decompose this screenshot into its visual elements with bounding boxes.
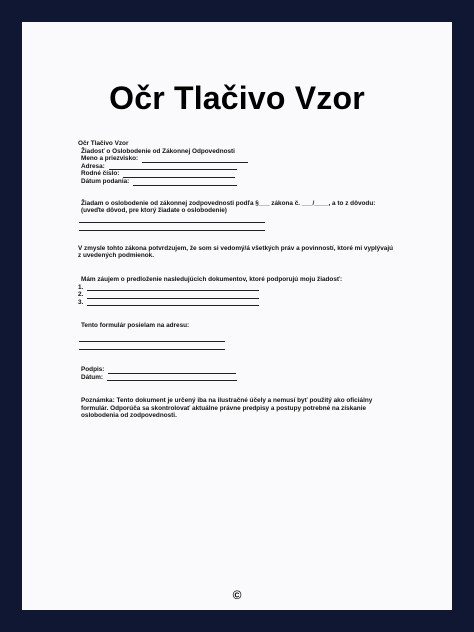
attachment-input-line-1[interactable] bbox=[87, 284, 259, 291]
document-heading: Očr Tlačivo Vzor bbox=[109, 80, 365, 116]
form-title: Očr Tlačivo Vzor bbox=[78, 140, 129, 147]
attachment-item-3 bbox=[78, 299, 398, 307]
signature-date-input-line[interactable] bbox=[107, 374, 237, 381]
signature-date-field bbox=[78, 374, 398, 382]
name-field bbox=[78, 155, 398, 163]
send-to-label: Tento formulár posielam na adresu: bbox=[81, 322, 190, 330]
date-field bbox=[78, 178, 398, 186]
date-label: Dátum podania: bbox=[81, 177, 130, 185]
signature-label: Podpis: bbox=[81, 365, 105, 373]
birth-number-input-line[interactable] bbox=[123, 171, 235, 178]
birth-number-field bbox=[78, 170, 398, 178]
signature-input-line[interactable] bbox=[108, 367, 236, 374]
copyright-icon: © bbox=[232, 588, 242, 602]
reason-line-2[interactable] bbox=[79, 223, 265, 231]
attachment-input-line-2[interactable] bbox=[87, 292, 259, 299]
request-text: Žiadam o oslobodenie od zákonnej zodpovednosti podľa §___ zákona č. ___/____, a to z dôvodu: bbox=[81, 199, 376, 207]
attachment-number: 1. bbox=[78, 283, 84, 291]
name-label: Meno a priezvisko: bbox=[81, 155, 139, 163]
form-subtitle: Žiadosť o Oslobodenie od Zákonnej Odpovednosti bbox=[81, 147, 235, 155]
address-input-line[interactable] bbox=[109, 163, 237, 170]
send-to-line-2[interactable] bbox=[79, 342, 225, 350]
request-reason-hint: (uveďte dôvod, pre ktorý žiadate o oslobodenie) bbox=[81, 207, 227, 215]
address-field bbox=[78, 163, 398, 171]
declaration-text: V zmysle tohto zákona potvrdzujem, že som si vedomý/á všetkých práv a povinností, ktoré mi vyplývajú z uvedených podmienok. bbox=[78, 244, 394, 260]
name-input-line[interactable] bbox=[142, 156, 248, 163]
birth-number-label: Rodné číslo: bbox=[81, 170, 120, 178]
send-to-line-1[interactable] bbox=[79, 334, 225, 342]
attachment-input-line-3[interactable] bbox=[87, 299, 259, 306]
date-input-line[interactable] bbox=[133, 179, 237, 186]
signature-date-label: Dátum: bbox=[81, 373, 104, 381]
signature-field bbox=[78, 366, 398, 374]
attachment-number: 2. bbox=[78, 291, 84, 299]
form-body bbox=[78, 140, 398, 420]
attachment-item-2 bbox=[78, 291, 398, 299]
reason-line-1[interactable] bbox=[79, 215, 265, 223]
address-label: Adresa: bbox=[81, 162, 105, 170]
attachment-number: 3. bbox=[78, 298, 84, 306]
attachment-item-1 bbox=[78, 284, 398, 292]
attachments-intro: Mám záujem o predloženie nasledujúcich dokumentov, ktoré podporujú moju žiadosť: bbox=[81, 275, 343, 283]
document-page bbox=[22, 22, 452, 610]
note-text: Poznámka: Tento dokument je určený iba na ilustračné účely a nemusí byť použitý ako oficiálny formulár. Odporúča sa skontrolovať aktuálne právne predpisy a postupy potrebné na získanie oslobodenia od zodpovednosti. bbox=[81, 397, 373, 420]
